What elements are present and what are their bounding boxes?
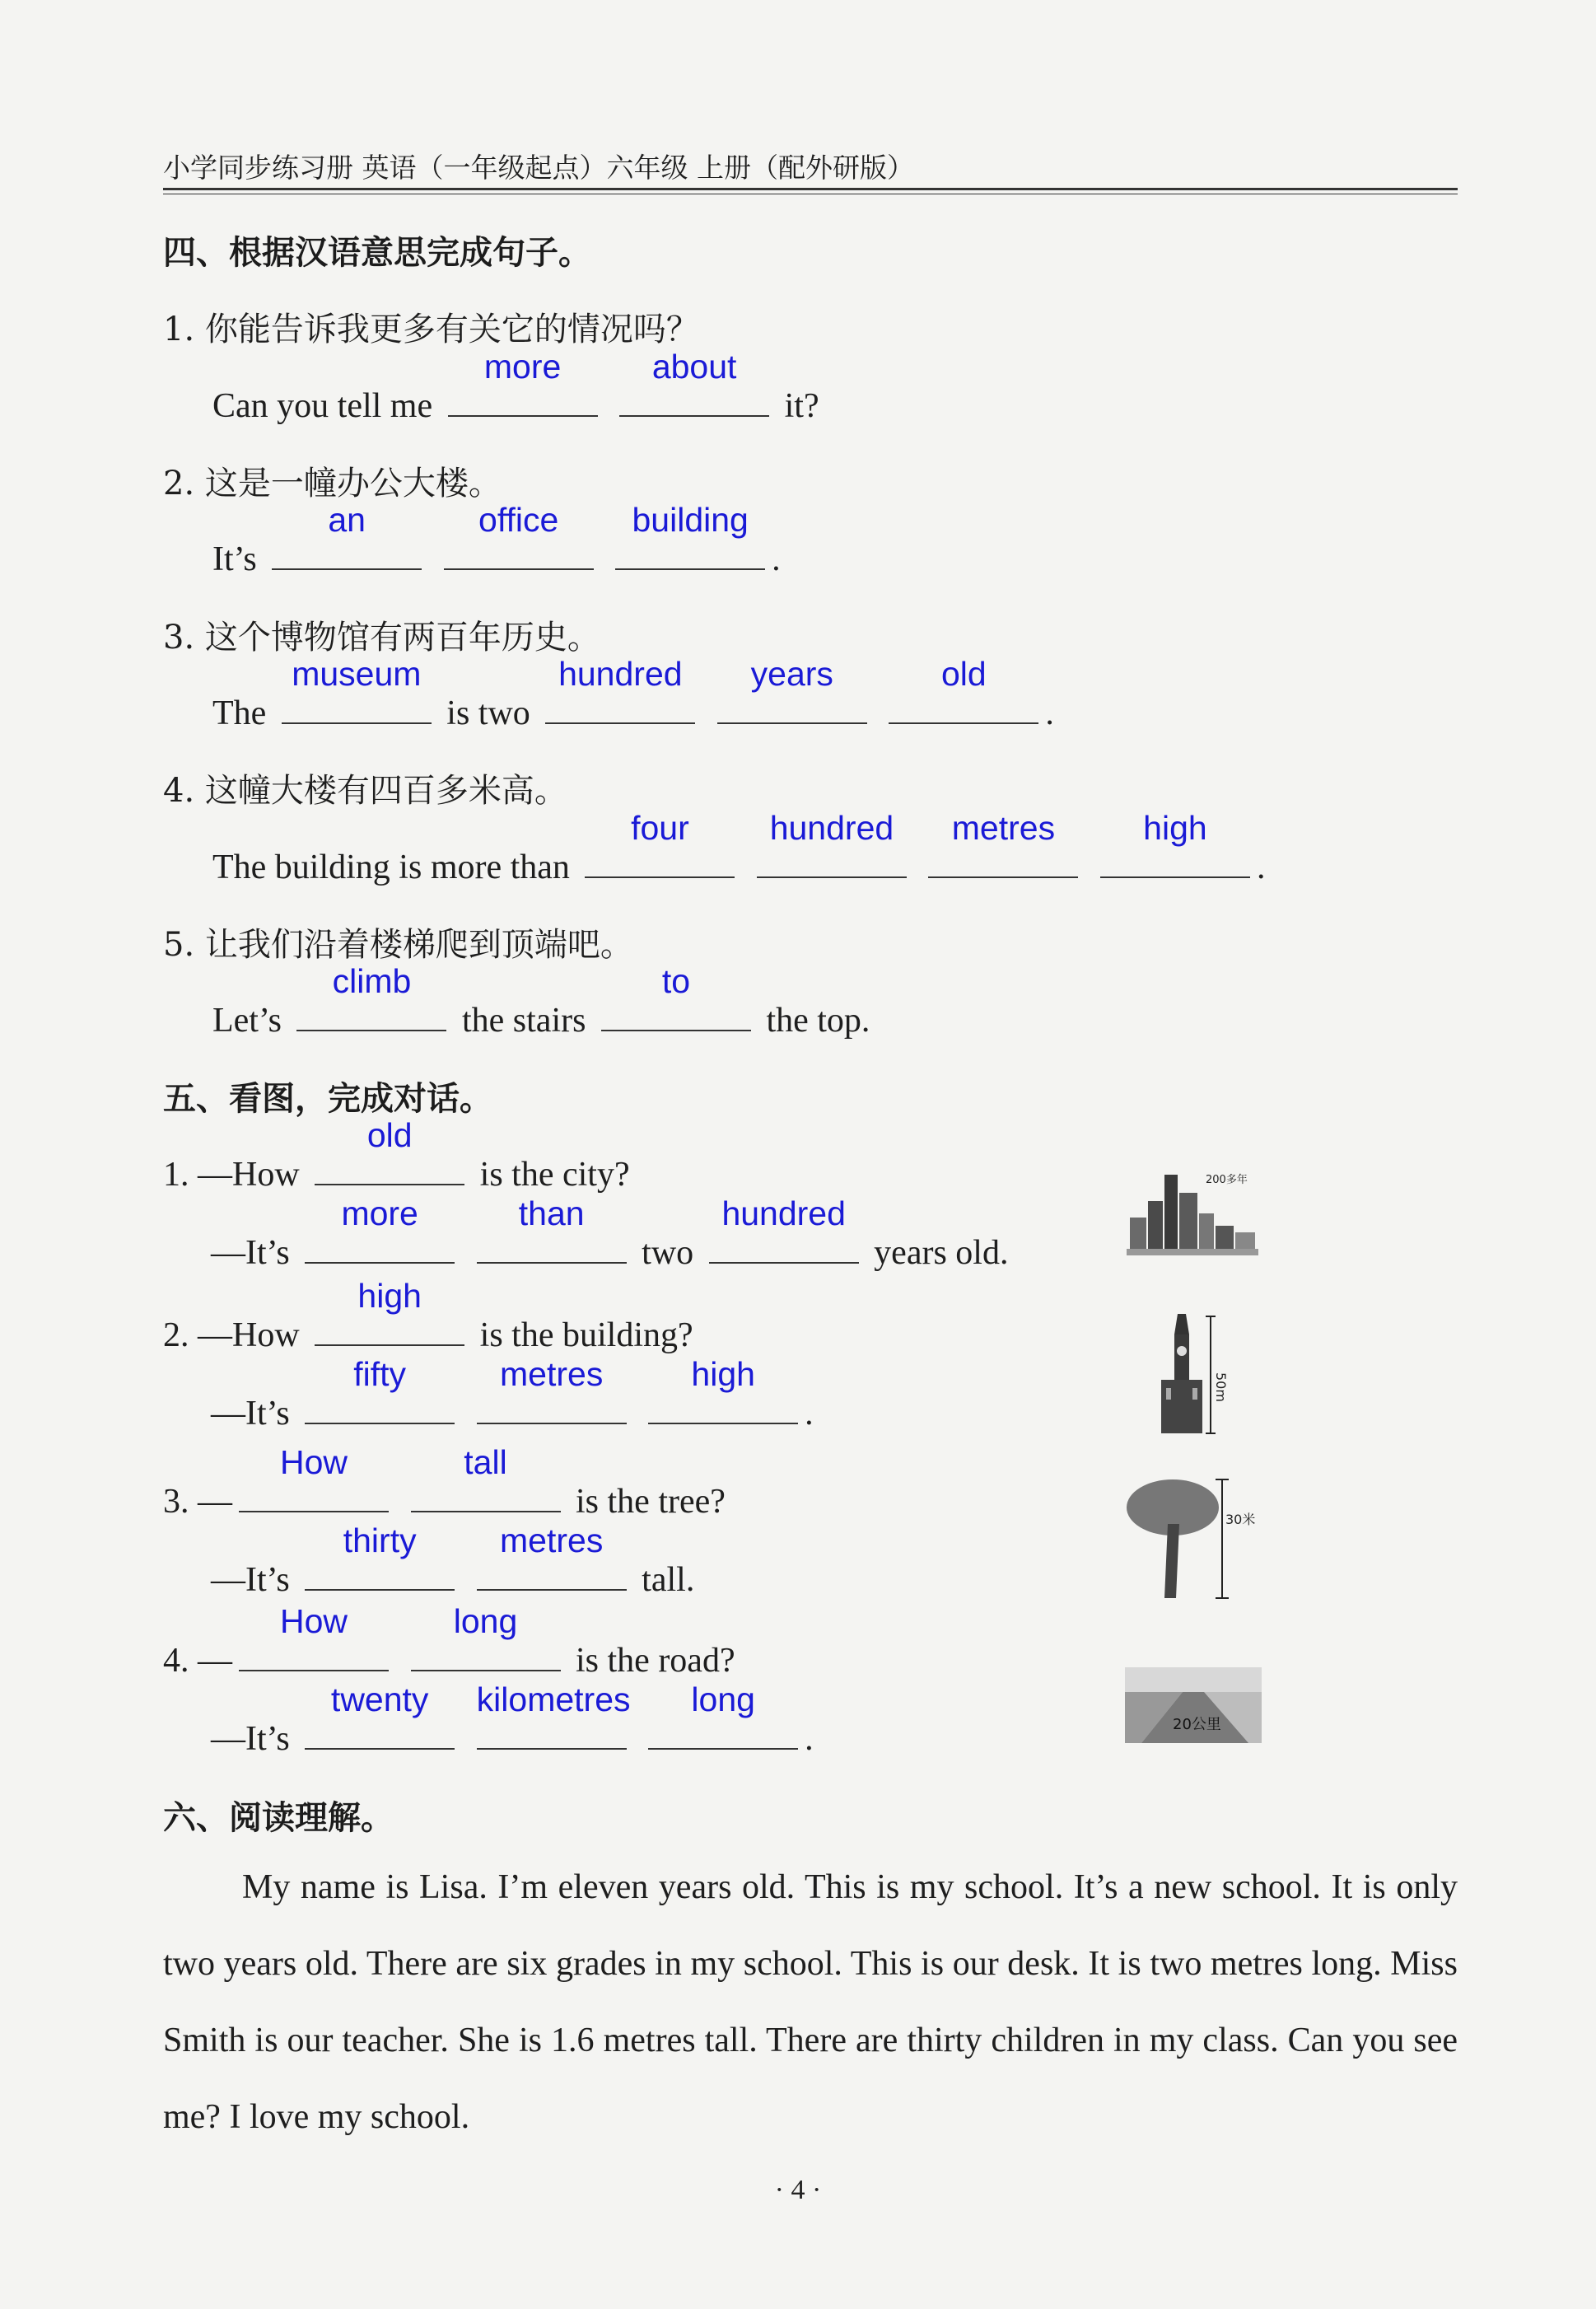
s4-q1-chinese: 1. 你能告诉我更多有关它的情况吗？	[163, 311, 699, 348]
reading-passage: My name is Lisa. I’m eleven years old. This is my school. It’s a new school. It is only two years old. There are six grades in my school. This is our desk. It is two metres long. Miss Smith is our teacher. She is 1.6 metres tall. There are thirty children in my class. Can you see me? I love my school.	[163, 1868, 1458, 2136]
s4-q2-chinese: 2. 这是一幢办公大楼。	[163, 465, 502, 502]
answer-blank[interactable]: museum	[282, 688, 432, 724]
answer-blank[interactable]: thirty	[305, 1554, 455, 1591]
answer-blank[interactable]: fifty	[305, 1388, 455, 1424]
tree-icon	[1125, 1475, 1273, 1606]
clock-tower-icon	[1153, 1310, 1252, 1442]
s4-q4-english: The building is more than four hundred metres high .	[212, 809, 1266, 886]
answer-blank[interactable]: to	[601, 995, 751, 1031]
city-skyline-icon	[1127, 1168, 1258, 1259]
s4-q4-chinese: 4. 这幢大楼有四百多米高。	[163, 772, 567, 810]
city-age-label: 200多年	[1206, 1174, 1248, 1186]
answer-blank[interactable]: metres	[477, 1554, 627, 1591]
answer-blank[interactable]: than	[477, 1227, 627, 1264]
answer-blank[interactable]: tall	[411, 1476, 561, 1512]
section-6-title: 六、阅读理解。	[163, 1799, 394, 1837]
answer-blank[interactable]: high	[315, 1310, 464, 1346]
s5-q2-reply: —It’s fifty metres high .	[211, 1355, 814, 1433]
answer-blank[interactable]: kilometres	[477, 1713, 627, 1750]
page-header: 小学同步练习册 英语（一年级起点）六年级 上册（配外研版）	[163, 152, 914, 184]
answer-blank[interactable]: old	[889, 688, 1038, 724]
s4-q5-english: Let’s climb the stairs to the top.	[212, 962, 870, 1040]
s5-q3-reply: —It’s thirty metres tall.	[211, 1521, 695, 1599]
city-skyline-picture	[1127, 1168, 1258, 1259]
s5-q1-reply: —It’s more than two hundred years old.	[211, 1194, 1009, 1272]
tree-height-label: 30米	[1225, 1512, 1256, 1527]
section-5-title: 五、看图，完成对话。	[163, 1080, 492, 1118]
section-4-title: 四、根据汉语意思完成句子。	[163, 234, 591, 272]
header-rule	[163, 188, 1458, 190]
answer-blank[interactable]: twenty	[305, 1713, 455, 1750]
s4-q3-chinese: 3. 这个博物馆有两百年历史。	[163, 619, 600, 657]
s4-q3-english: The museum is two hundred years old .	[212, 655, 1054, 732]
answer-blank[interactable]: years	[717, 688, 867, 724]
answer-blank[interactable]: more	[305, 1227, 455, 1264]
s5-q2-question: 2. —How high is the building?	[163, 1277, 693, 1354]
answer-blank[interactable]: four	[585, 842, 735, 878]
answer-blank[interactable]: hundred	[709, 1227, 859, 1264]
answer-blank[interactable]: about	[619, 381, 769, 417]
answer-blank[interactable]: more	[448, 381, 598, 417]
answer-blank[interactable]: hundred	[545, 688, 695, 724]
tree-picture	[1125, 1475, 1273, 1606]
answer-blank[interactable]: high	[1100, 842, 1250, 878]
road-icon	[1125, 1667, 1262, 1743]
answer-blank[interactable]: an	[272, 534, 422, 570]
answer-blank[interactable]: long	[411, 1635, 561, 1671]
answer-blank[interactable]: How	[239, 1635, 389, 1671]
clock-tower-picture	[1153, 1310, 1252, 1442]
answer-blank[interactable]: metres	[928, 842, 1078, 878]
answer-blank[interactable]: metres	[477, 1388, 627, 1424]
s5-q4-reply: —It’s twenty kilometres long .	[211, 1680, 814, 1758]
page-number: · 4 ·	[774, 2175, 822, 2205]
answer-blank[interactable]: old	[315, 1149, 464, 1185]
answer-blank[interactable]: building	[615, 534, 765, 570]
s5-q3-question: 3. — How tall is the tree?	[163, 1443, 726, 1521]
s4-q5-chinese: 5. 让我们沿着楼梯爬到顶端吧。	[163, 926, 633, 964]
s5-q4-question: 4. — How long is the road?	[163, 1602, 735, 1680]
answer-blank[interactable]: high	[648, 1388, 798, 1424]
answer-blank[interactable]: climb	[296, 995, 446, 1031]
tower-height-label: 50m	[1213, 1372, 1229, 1402]
s4-q1-english: Can you tell me more about it?	[212, 348, 819, 425]
answer-blank[interactable]: How	[239, 1476, 389, 1512]
answer-blank[interactable]: long	[648, 1713, 798, 1750]
s4-q2-english: It’s an office building .	[212, 501, 781, 578]
s5-q1-question: 1. —How old is the city?	[163, 1116, 630, 1194]
answer-blank[interactable]: hundred	[757, 842, 907, 878]
road-length-label: 20公里	[1173, 1716, 1221, 1733]
answer-blank[interactable]: office	[444, 534, 594, 570]
road-picture	[1125, 1667, 1262, 1743]
